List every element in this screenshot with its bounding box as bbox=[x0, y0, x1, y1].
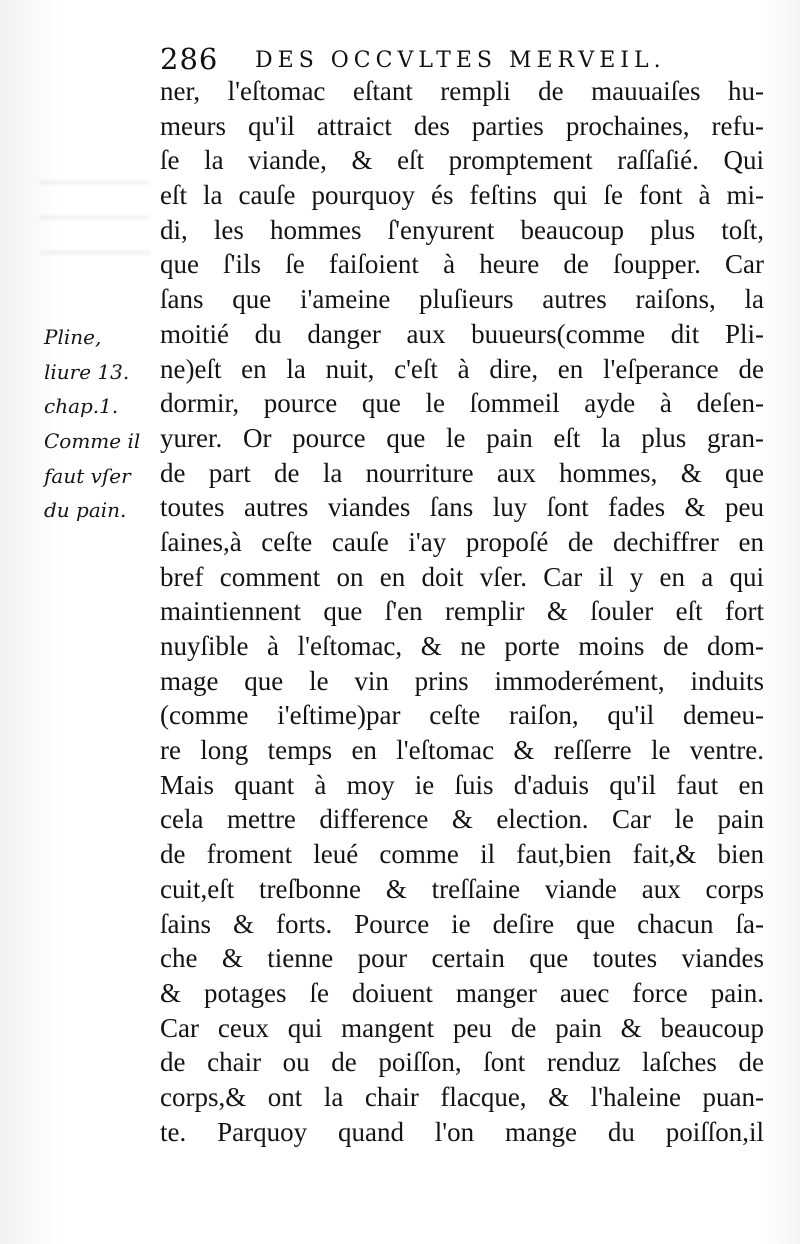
text-line: di, les hommes ſ'enyurent beaucoup plus toſt, bbox=[160, 214, 764, 245]
text-line: nuyſible à l'eſtomac, & ne porte moins de dom- bbox=[160, 631, 764, 661]
text-line: ſains & forts. Pource ie deſire que chacun ſa- bbox=[160, 908, 764, 939]
text-line: ſe la viande, & eſt promptement raſſaſié. Qui bbox=[160, 145, 764, 176]
text-line: che & tienne pour certain que toutes viandes bbox=[160, 943, 764, 974]
text-line: ner, l'eſtomac eſtant rempli de mauuaiſes hu- bbox=[160, 76, 764, 106]
text-line: ſans que i'ameine pluſieurs autres raiſons, la bbox=[160, 284, 764, 315]
text-line: (comme i'eſtime)par ceſte raiſon, qu'il demeu- bbox=[160, 700, 764, 731]
body-text bbox=[160, 74, 764, 1149]
page-number: 286 bbox=[160, 42, 219, 76]
text-line: Mais quant à moy ie ſuis d'aduis qu'il faut en bbox=[160, 769, 764, 800]
text-line: meurs qu'il attraict des parties prochaines, refu- bbox=[160, 110, 764, 141]
text-line: toutes autres viandes ſans luy ſont fades & peu bbox=[160, 492, 764, 523]
text-line: te. Parquoy quand l'on mange du poiſſon,il bbox=[160, 1116, 764, 1147]
margin-note-line: Pline, bbox=[44, 325, 102, 349]
margin-note-line: liure 13. bbox=[44, 359, 130, 384]
text-line: moitié du danger aux buueurs(comme dit Pli- bbox=[160, 318, 764, 349]
text-line: cela mettre difference & election. Car le pain bbox=[160, 804, 764, 835]
text-line: & potages ſe doiuent manger auec force pain. bbox=[160, 977, 764, 1008]
text-line: maintiennent que ſ'en remplir & ſouler eſt fort bbox=[160, 596, 764, 627]
margin-note-line: faut vſer bbox=[44, 463, 131, 488]
text-line: Car ceux qui mangent peu de pain & beaucoup bbox=[160, 1012, 764, 1043]
text-line: yurer. Or pource que le pain eſt la plus gran- bbox=[160, 422, 764, 453]
show-through-shadow bbox=[40, 150, 150, 280]
margin-note-line: du pain. bbox=[44, 498, 127, 523]
text-line: dormir, pource que le ſommeil ayde à deſen- bbox=[160, 388, 764, 419]
text-line: de froment leué comme il faut,bien fait,& bien bbox=[160, 839, 764, 870]
text-line: re long temps en l'eſtomac & reſſerre le ventre. bbox=[160, 735, 764, 766]
text-line: de chair ou de poiſſon, ſont renduz laſches de bbox=[160, 1047, 764, 1078]
margin-note-line: chap.1. bbox=[44, 394, 119, 419]
text-line: de part de la nourriture aux hommes, & que bbox=[160, 457, 764, 488]
running-head: DES OCCVLTES MERVEIL. bbox=[255, 48, 666, 73]
margin-notes bbox=[44, 320, 156, 528]
text-line: que ſ'ils ſe faiſoient à heure de ſoupper. Car bbox=[160, 249, 764, 280]
text-line: eſt la cauſe pourquoy és feſtins qui ſe font à mi- bbox=[160, 180, 764, 211]
text-line: bref comment on en doit vſer. Car il y en a qui bbox=[160, 561, 764, 592]
text-line: mage que le vin prins immoderément, induits bbox=[160, 665, 764, 696]
margin-note-line: Comme il bbox=[44, 429, 141, 454]
text-line: cuit,eſt treſbonne & treſſaine viande aux corps bbox=[160, 873, 764, 904]
text-line: corps,& ont la chair flacque, & l'haleine puan- bbox=[160, 1081, 764, 1112]
text-line: ſaines,à ceſte cauſe i'ay propoſé de dechiffrer en bbox=[160, 526, 764, 557]
text-line: ne)eſt en la nuit, c'eſt à dire, en l'eſperance de bbox=[160, 353, 764, 384]
